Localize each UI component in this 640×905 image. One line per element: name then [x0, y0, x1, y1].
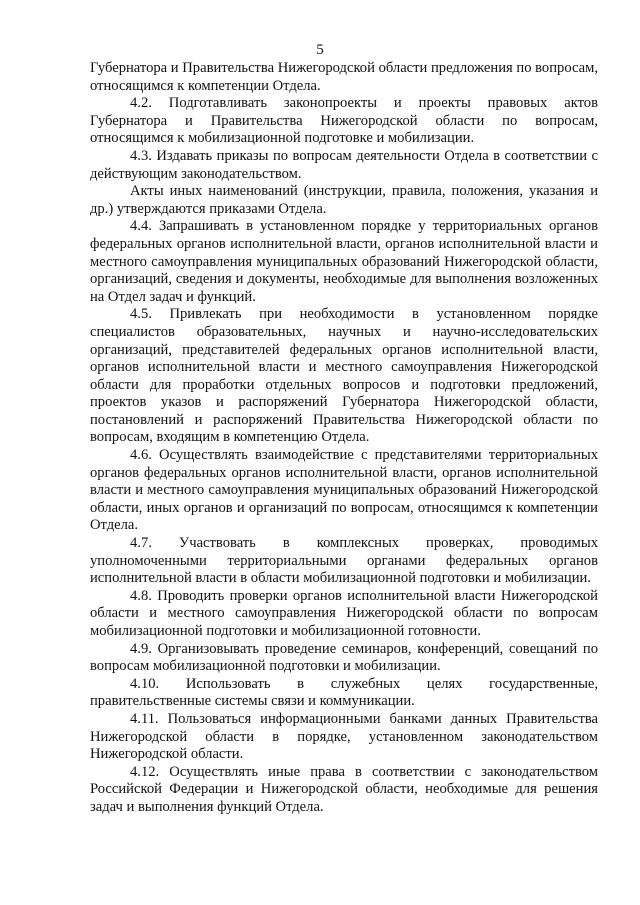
paragraph-continuation: Губернатора и Правительства Нижегородской области предложения по вопросам, относящимся к компетенции Отдела.: [90, 60, 599, 94]
paragraph-4-10: 4.10. Использовать в служебных целях государственные, правительственные системы связи и коммуникации.: [90, 675, 598, 710]
paragraph-4-9: 4.9. Организовывать проведение семинаров, конференций, совещаний по вопросам мобилизационной подготовки и мобилизации.: [90, 640, 598, 675]
paragraph-4-2: 4.2. Подготавливать законопроекты и проекты правовых актов Губернатора и Правительства Нижегородской области по вопросам, относящимся к мобилизационной подготовке и мобилизации.: [90, 95, 598, 147]
paragraph-4-11: 4.11. Пользоваться информационными банками данных Правительства Нижегородской области в порядке, установленном законодательством Нижегородской области.: [90, 710, 598, 763]
paragraph-4-5: 4.5. Привлекать при необходимости в установленном порядке специалистов образовательных, научных и научно-исследовательских организаций, представителей федеральных органов исполнительной власти, органов исполнительной власти и местного самоуправления Нижегородской области для проработки отдельных вопросов и подготовки предложений, проектов указов и распоряжений Губернатора Нижегородской области, постановлений и распоряжений Правительства Нижегородской области по вопросам, входящим в компетенцию Отдела.: [90, 306, 598, 446]
paragraph-4-8: 4.8. Проводить проверки органов исполнительной власти Нижегородской области и местного самоуправления Нижегородской области по вопросам мобилизационной подготовки и мобилизационной готовности.: [90, 587, 598, 639]
paragraph-4-4: 4.4. Запрашивать в установленном порядке у территориальных органов федеральных органов исполнительной власти, органов исполнительной власти и местного самоуправления муниципальных образований Нижегородской области, организаций, сведения и документы, необходимые для выполнения возложенных на Отдел задач и функций.: [90, 218, 598, 305]
paragraph-4-7: 4.7. Участвовать в комплексных проверках, проводимых уполномоченными территориальными органами федеральных органов исполнительной власти в области мобилизационной подготовки и мобилизации.: [90, 535, 598, 587]
paragraph-4-6: 4.6. Осуществлять взаимодействие с представителями территориальных органов федеральных органов исполнительной власти, органов исполнительной власти и местного самоуправления муниципальных образований Нижегородской области, иных органов и организаций по вопросам, относящимся к компетенции Отдела.: [90, 447, 598, 534]
paragraph-acts-note: Акты иных наименований (инструкции, правила, положения, указания и др.) утверждаются приказами Отдела.: [90, 183, 598, 217]
paragraph-4-12: 4.12. Осуществлять иные права в соответствии с законодательством Российской Федерации и Нижегородской области, необходимые для решения задач и выполнения функций Отдела.: [90, 763, 598, 815]
page-number: 5: [316, 42, 324, 58]
document-body: [90, 60, 598, 817]
paragraph-4-3: 4.3. Издавать приказы по вопросам деятельности Отдела в соответствии с действующим законодательством.: [90, 147, 598, 182]
